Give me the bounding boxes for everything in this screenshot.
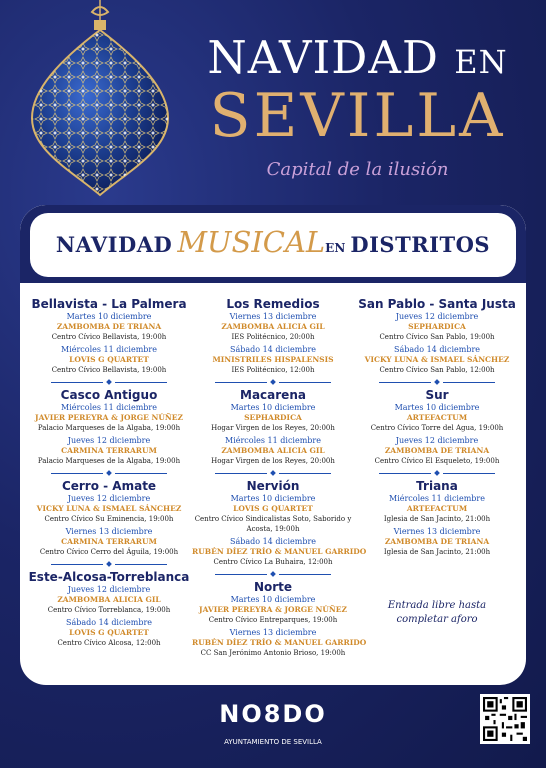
district-name: Norte: [253, 580, 293, 594]
event-artist: SEPHARDICA: [408, 322, 466, 331]
title-en: EN: [454, 43, 508, 81]
banner-navidad: NAVIDAD: [55, 232, 173, 257]
event-artist: CARMINA TERRARUM: [61, 537, 157, 546]
district-name: Cerro - Amate: [61, 479, 157, 493]
divider: [356, 378, 518, 386]
event-artist: ZAMBOMBA ALICIA GIL: [221, 446, 325, 455]
divider: [356, 469, 518, 477]
event-artist: JAVIER PEREYRA & JORGE NÚÑEZ: [199, 605, 347, 614]
event-place: Hogar Virgen de los Reyes, 20:00h: [211, 457, 335, 465]
divider: [28, 469, 190, 477]
free-entry-note: [356, 599, 518, 627]
event-place: Centro Cívico San Pablo, 19:00h: [379, 333, 495, 341]
event-date: Jueves 12 diciembre: [395, 312, 479, 321]
event-date: Sábado 14 diciembre: [65, 618, 153, 627]
event-artist: ARTEFACTUM: [406, 504, 468, 513]
event-artist: JAVIER PEREYRA & JORGE NÚÑEZ: [35, 413, 183, 422]
district-name: Casco Antiguo: [60, 388, 158, 402]
event-artist: RUBÉN DÍEZ TRÍO & MANUEL GARRIDO: [192, 638, 367, 647]
district-name: San Pablo - Santa Justa: [358, 297, 516, 311]
event-date: Viernes 13 diciembre: [229, 312, 317, 321]
subtitle: Capital de la ilusión: [266, 159, 449, 180]
event-artist: SEPHARDICA: [244, 413, 302, 422]
qr-code-icon[interactable]: [480, 694, 530, 744]
event-artist: ARTEFACTUM: [406, 413, 468, 422]
event-date: Viernes 13 diciembre: [393, 527, 481, 536]
event-place: CC San Jerónimo Antonio Brioso, 19:00h: [200, 649, 346, 657]
event-artist: LOVIS G QUARTET: [69, 628, 149, 637]
event-artist: ZAMBOMBA ALICIA GIL: [221, 322, 325, 331]
divider: [192, 570, 354, 578]
banner-distritos: DISTRITOS: [350, 232, 491, 257]
section-banner: [20, 205, 526, 283]
event-date: Sábado 14 diciembre: [229, 345, 317, 354]
district-name: Macarena: [240, 388, 306, 402]
event-place: Centro Cívico San Pablo, 12:00h: [379, 366, 495, 374]
column-2: [192, 295, 367, 661]
program-panel: [20, 205, 526, 685]
event-place: Centro Cívico Entreparques, 19:00h: [208, 616, 338, 624]
district-name: Este-Alcosa-Torreblanca: [28, 570, 190, 584]
event-artist: LOVIS G QUARTET: [69, 355, 149, 364]
event-date: Jueves 12 diciembre: [67, 436, 151, 445]
event-artist: ZAMBOMBA DE TRIANA: [56, 322, 162, 331]
event-place: Hogar Virgen de los Reyes, 20:00h: [211, 424, 335, 432]
event-date: Sábado 14 diciembre: [393, 345, 481, 354]
event-date: Miércoles 11 diciembre: [225, 436, 321, 445]
event-artist: MINISTRILES HISPALENSIS: [212, 355, 334, 364]
divider: [28, 560, 190, 568]
event-artist: ZAMBOMBA DE TRIANA: [384, 446, 490, 455]
event-artist: RUBÉN DÍEZ TRÍO & MANUEL GARRIDO: [192, 547, 367, 556]
event-place: Iglesia de San Jacinto, 21:00h: [383, 515, 491, 523]
divider: [192, 378, 354, 386]
event-place: Centro Cívico Torre del Agua, 19:00h: [370, 424, 504, 432]
free-entry-line1: Entrada libre hasta: [387, 600, 487, 611]
event-place: Centro Cívico Su Eminencia, 19:00h: [44, 515, 174, 523]
event-date: Sábado 14 diciembre: [229, 537, 317, 546]
district-name: Nervión: [246, 479, 300, 493]
no8do-logo: NO8DO: [219, 700, 327, 728]
event-place: IES Politécnico, 20:00h: [231, 333, 315, 341]
event-artist: VICKY LUNA & ISMAEL SÁNCHEZ: [36, 504, 182, 513]
event-place: Centro Cívico Torreblanca, 19:00h: [47, 606, 171, 614]
event-artist: ZAMBOMBA DE TRIANA: [384, 537, 490, 546]
event-place: IES Politécnico, 12:00h: [231, 366, 315, 374]
event-place: Centro Cívico Bellavista, 19:00h: [51, 366, 167, 374]
banner-musical: MUSICAL: [177, 225, 326, 259]
event-place: Centro Cívico Bellavista, 19:00h: [51, 333, 167, 341]
event-place: Iglesia de San Jacinto, 21:00h: [383, 548, 491, 556]
event-artist: ZAMBOMBA ALICIA GIL: [57, 595, 161, 604]
title-line1: [185, 31, 530, 86]
event-place: Palacio Marqueses de la Algaba, 19:00h: [37, 457, 181, 465]
event-date: Miércoles 11 diciembre: [61, 345, 157, 354]
event-place: Centro Cívico La Buhaira, 12:00h: [213, 558, 333, 566]
event-date: Jueves 12 diciembre: [67, 494, 151, 503]
title-sevilla: SEVILLA: [209, 81, 506, 151]
district-name: Bellavista - La Palmera: [31, 297, 187, 311]
event-date: Viernes 13 diciembre: [229, 628, 317, 637]
free-entry-line2: completar aforo: [396, 614, 478, 625]
column-1: [28, 295, 190, 651]
event-date: Miércoles 11 diciembre: [389, 494, 485, 503]
event-place: Centro Cívico Cerro del Águila, 19:00h: [39, 548, 179, 556]
district-name: Los Remedios: [226, 297, 320, 311]
event-date: Martes 10 diciembre: [230, 595, 316, 604]
event-date: Jueves 12 diciembre: [67, 585, 151, 594]
event-artist: VICKY LUNA & ISMAEL SÁNCHEZ: [364, 355, 510, 364]
event-place: Centro Cívico Alcosa, 12:00h: [57, 639, 161, 647]
divider: [28, 378, 190, 386]
event-date: Martes 10 diciembre: [230, 403, 316, 412]
event-date: Martes 10 diciembre: [66, 312, 152, 321]
event-date: Martes 10 diciembre: [230, 494, 316, 503]
ayuntamiento-label: AYUNTAMIENTO DE SEVILLA: [224, 738, 322, 746]
event-date: Miércoles 11 diciembre: [61, 403, 157, 412]
christmas-ornament-icon: [20, 0, 180, 200]
event-date: Viernes 13 diciembre: [65, 527, 153, 536]
event-place: Centro Cívico Sindicalistas Soto, Saborido y Acosta, 19:00h: [194, 515, 352, 533]
column-3: [356, 295, 518, 627]
banner-title: [30, 225, 516, 259]
banner-inner: [30, 213, 516, 277]
title-navidad: NAVIDAD: [207, 31, 439, 84]
event-artist: LOVIS G QUARTET: [233, 504, 313, 513]
district-name: Triana: [416, 479, 458, 493]
event-place: Centro Cívico El Esqueleto, 19:00h: [374, 457, 500, 465]
event-artist: CARMINA TERRARUM: [61, 446, 157, 455]
divider: [192, 469, 354, 477]
banner-en: EN: [325, 241, 346, 255]
event-place: Palacio Marqueses de la Algaba, 19:00h: [37, 424, 181, 432]
event-date: Martes 10 diciembre: [394, 403, 480, 412]
district-name: Sur: [425, 388, 449, 402]
event-date: Jueves 12 diciembre: [395, 436, 479, 445]
